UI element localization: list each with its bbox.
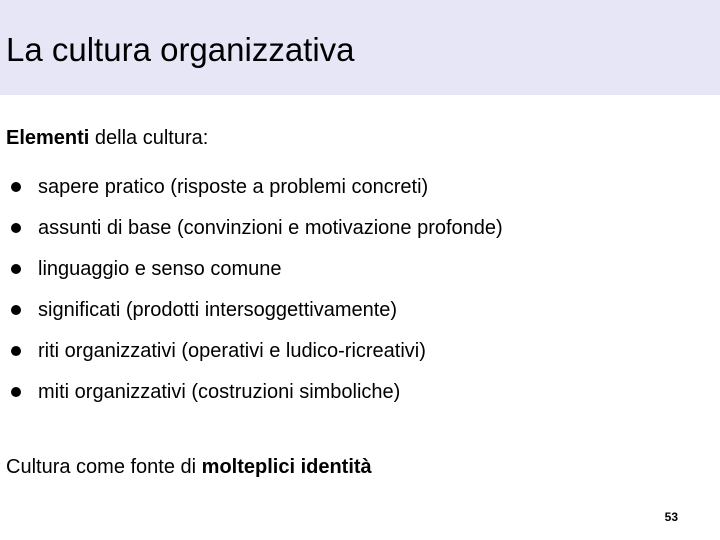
bullet-icon: [11, 346, 21, 356]
bullet-icon: [11, 223, 21, 233]
intro-line: [6, 126, 208, 150]
page-number: 53: [664, 510, 678, 524]
list-item: [10, 207, 503, 248]
list-item: [10, 371, 503, 412]
closing-line: [6, 455, 372, 479]
bullet-icon: [11, 387, 21, 397]
list-item-text: assunti di base (convinzioni e motivazione profonde): [38, 216, 503, 239]
closing-normal: Cultura come fonte di: [6, 456, 202, 478]
list-item: [10, 289, 503, 330]
list-item-text: significati (prodotti intersoggettivamente): [38, 298, 398, 321]
bullet-icon: [11, 264, 21, 274]
closing-bold: molteplici identità: [201, 456, 372, 478]
bullet-icon: [11, 305, 21, 315]
list-item-text: linguaggio e senso comune: [38, 257, 282, 280]
slide-title: La cultura organizzativa: [6, 31, 355, 68]
list-item-text: sapere pratico (risposte a problemi concreti): [38, 175, 429, 198]
list-item: [10, 166, 503, 207]
list-item: [10, 248, 503, 289]
intro-rest: della cultura:: [89, 127, 209, 149]
bullet-icon: [11, 182, 21, 192]
bullet-list: [10, 166, 503, 412]
title-bar: [0, 0, 720, 95]
list-item: [10, 330, 503, 371]
intro-bold: Elementi: [6, 127, 90, 149]
list-item-text: miti organizzativi (costruzioni simboliche): [38, 380, 401, 403]
list-item-text: riti organizzativi (operativi e ludico-ricreativi): [38, 339, 426, 362]
